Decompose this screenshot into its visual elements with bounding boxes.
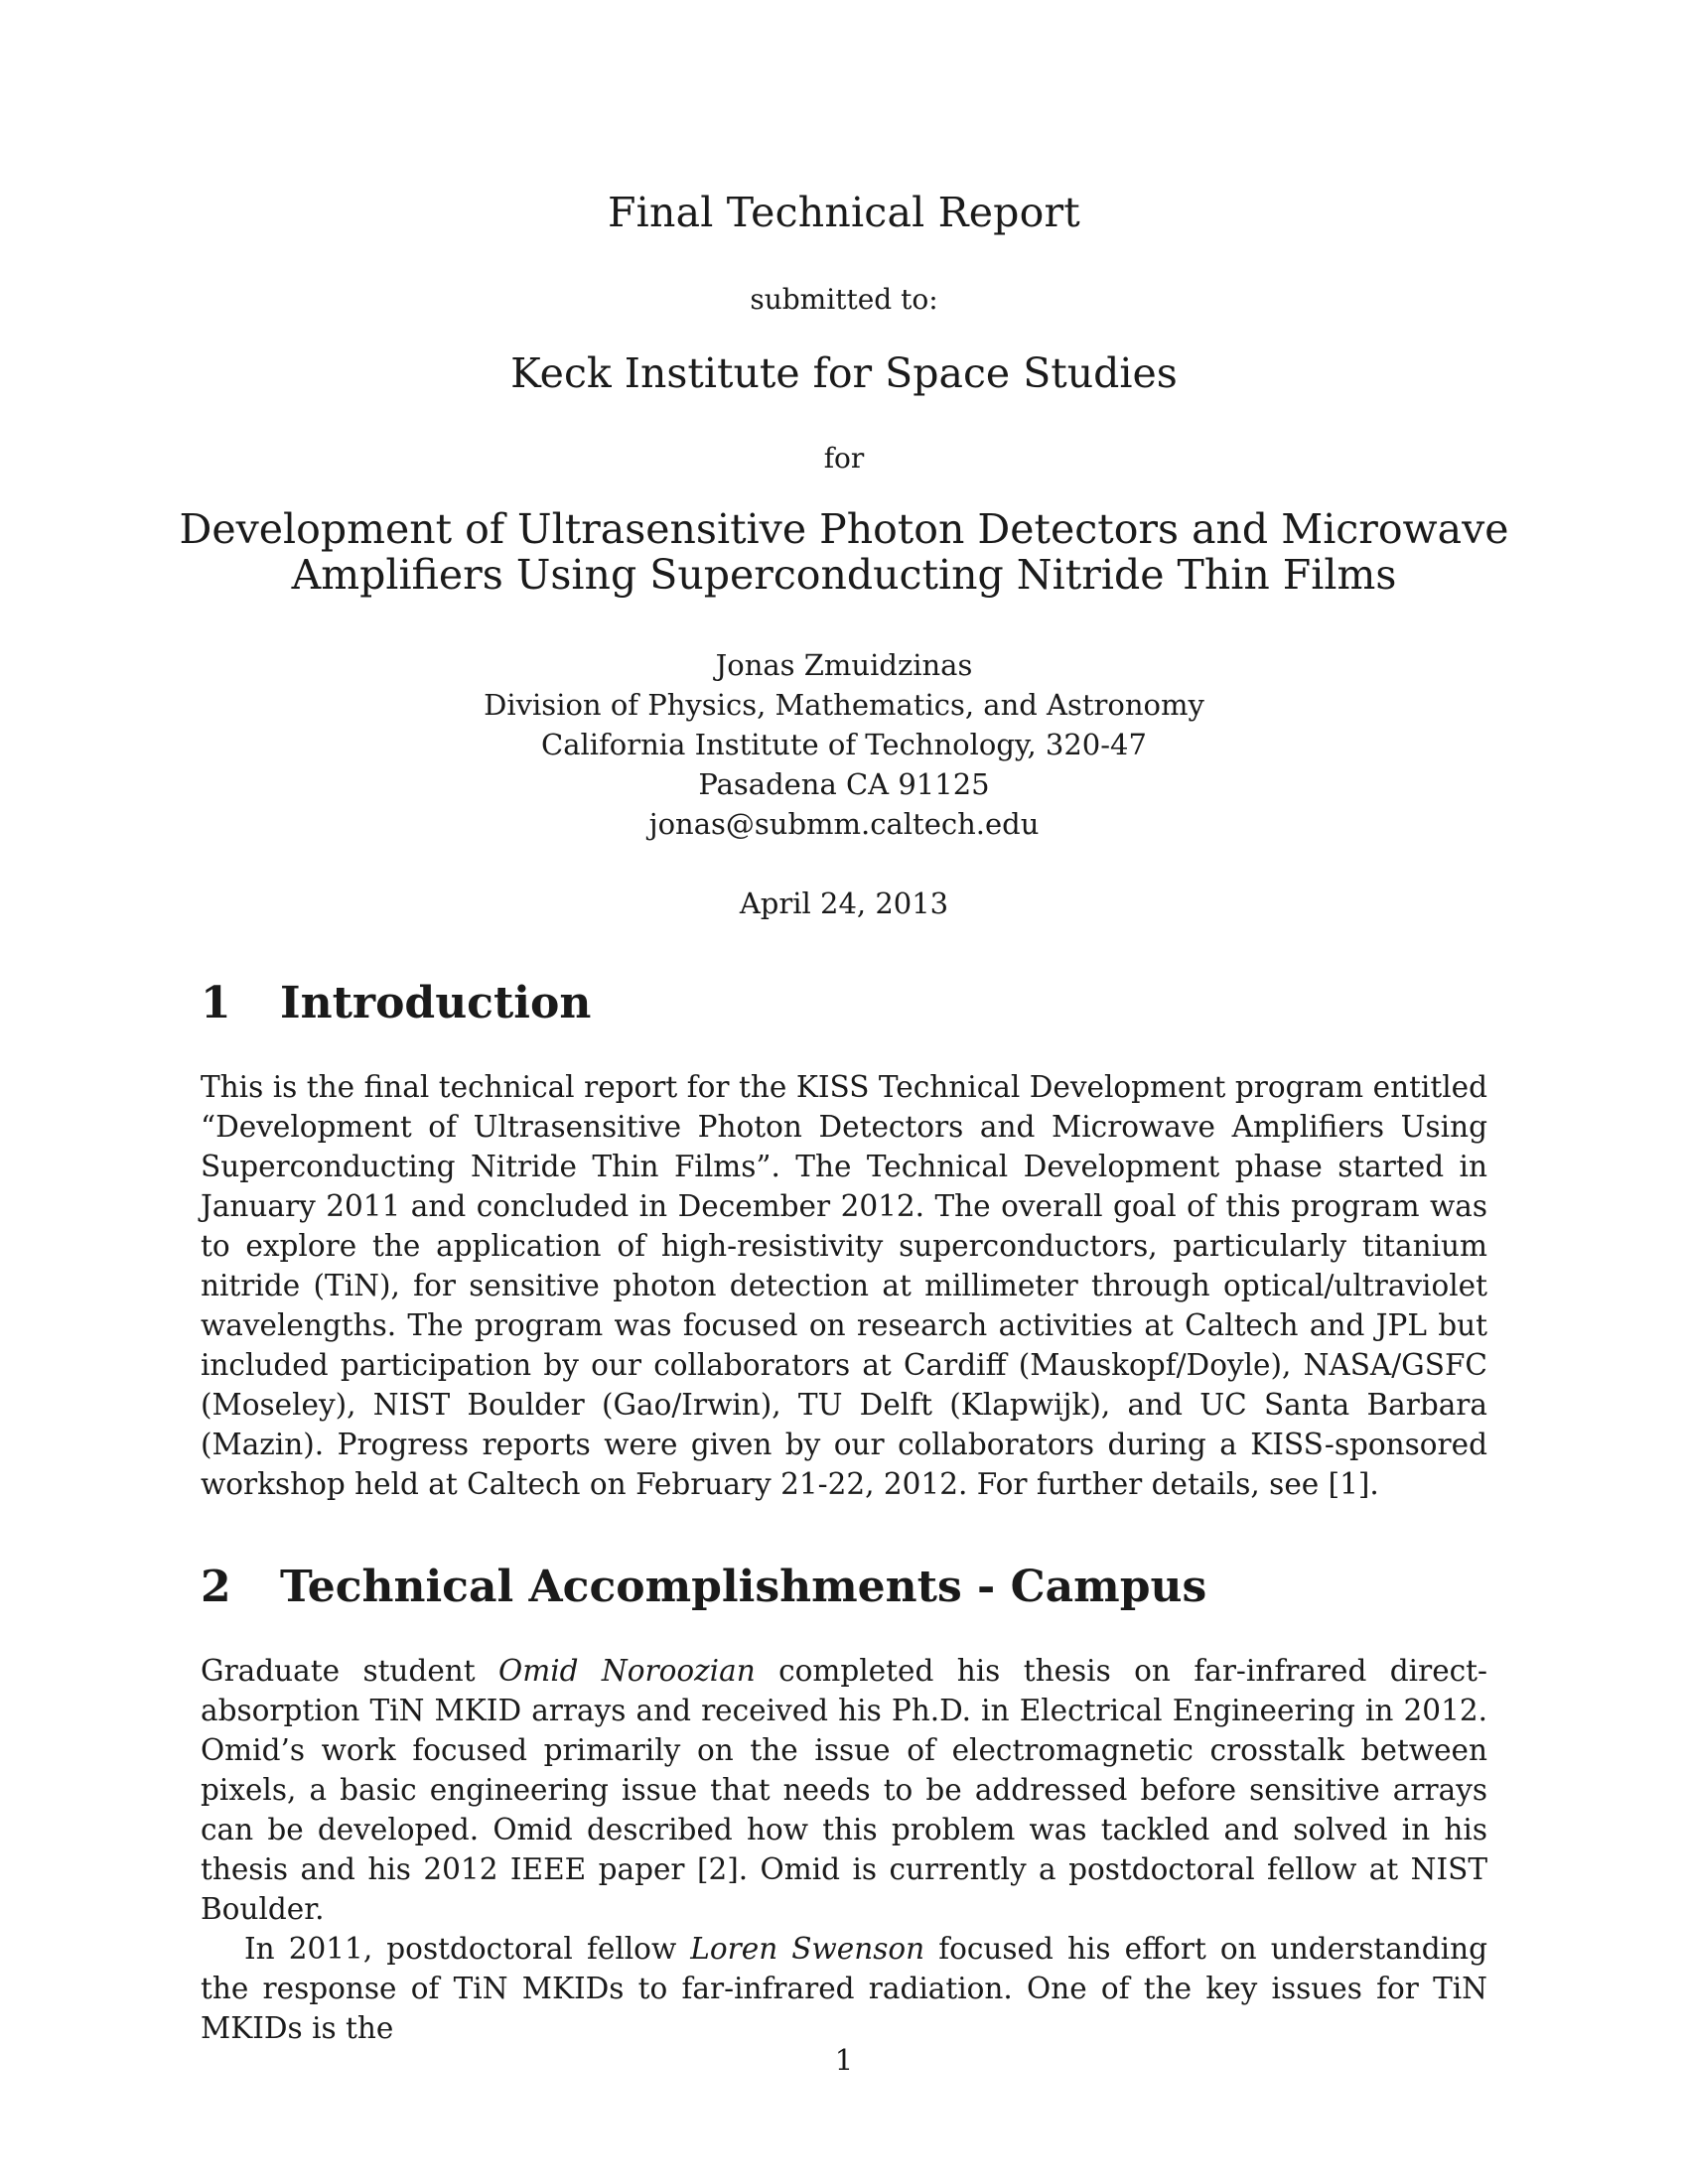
for-label: for xyxy=(823,442,865,475)
author-institution: California Institute of Technology, 320-47 xyxy=(541,728,1147,761)
section-title: Introduction xyxy=(280,978,592,1028)
person-name-swenson: Loren Swenson xyxy=(690,1932,925,1966)
introduction-body xyxy=(201,1067,1487,1504)
author-block xyxy=(0,645,1688,844)
text-run: Graduate student xyxy=(201,1654,499,1688)
author-city: Pasadena CA 91125 xyxy=(698,767,990,801)
author-name: Jonas Zmuidzinas xyxy=(715,648,973,682)
report-title: Final Technical Report xyxy=(608,189,1080,236)
technical-accomplishments-body xyxy=(201,1651,1487,2048)
paragraph-swenson xyxy=(201,1929,1487,2048)
paragraph-noroozian xyxy=(201,1651,1487,1929)
section-heading-technical-accomplishments xyxy=(201,1562,1206,1612)
project-title-line-1: Development of Ultrasensitive Photon Detectors and Microwave xyxy=(179,505,1509,553)
author-email: jonas@submm.caltech.edu xyxy=(648,807,1040,841)
page-number: 1 xyxy=(834,2043,854,2077)
project-title-line-2: Amplifiers Using Superconducting Nitride Thin Films xyxy=(291,551,1397,599)
submitted-to-label: submitted to: xyxy=(750,283,938,316)
text-run: In 2011, postdoctoral fellow xyxy=(244,1932,691,1966)
text-run: completed his thesis on far-infrared direct-absorption TiN MKID arrays and received his Ph.D. in Electrical Engineering in 2012. Omid’s work focused primarily on the issue of electromagnetic crosstalk between pixels, a basic engineering issue that needs to be addressed before sensitive arrays can be developed. Omid described how this problem was tackled and solved in his thesis and his 2012 IEEE paper [2]. Omid is currently a postdoctoral fellow at NIST Boulder. xyxy=(201,1654,1488,1926)
section-heading-introduction xyxy=(201,978,591,1028)
report-date: April 24, 2013 xyxy=(739,887,949,920)
section-number: 2 xyxy=(201,1562,231,1612)
introduction-paragraph: This is the final technical report for the KISS Technical Development program entitled “Development of Ultrasensitive Photon Detectors and Microwave Amplifiers Using Superconducting Nitride Thin Films”. The Technical Development phase started in January 2011 and concluded in December 2012. The overall goal of this program was to explore the application of high-resistivity superconductors, particularly titanium nitride (TiN), for sensitive photon detection at millimeter through optical/ultraviolet wavelengths. The program was focused on research activities at Caltech and JPL but included participation by our collaborators at Cardiff (Mauskopf/Doyle), NASA/GSFC (Moseley), NIST Boulder (Gao/Irwin), TU Delft (Klapwijk), and UC Santa Barbara (Mazin). Progress reports were given by our collaborators during a KISS-sponsored workshop held at Caltech on February 21-22, 2012. For further details, see [1]. xyxy=(201,1070,1487,1501)
section-number: 1 xyxy=(201,978,231,1028)
author-division: Division of Physics, Mathematics, and Astronomy xyxy=(484,688,1204,722)
project-title xyxy=(0,506,1688,598)
section-title: Technical Accomplishments - Campus xyxy=(280,1562,1207,1612)
institute-name: Keck Institute for Space Studies xyxy=(510,349,1178,397)
text-run: focused his effort on understanding the response of TiN MKIDs to far-infrared radiation. One of the key issues for TiN MKIDs is the xyxy=(201,1932,1487,2045)
person-name-noroozian: Omid Noroozian xyxy=(498,1654,756,1688)
